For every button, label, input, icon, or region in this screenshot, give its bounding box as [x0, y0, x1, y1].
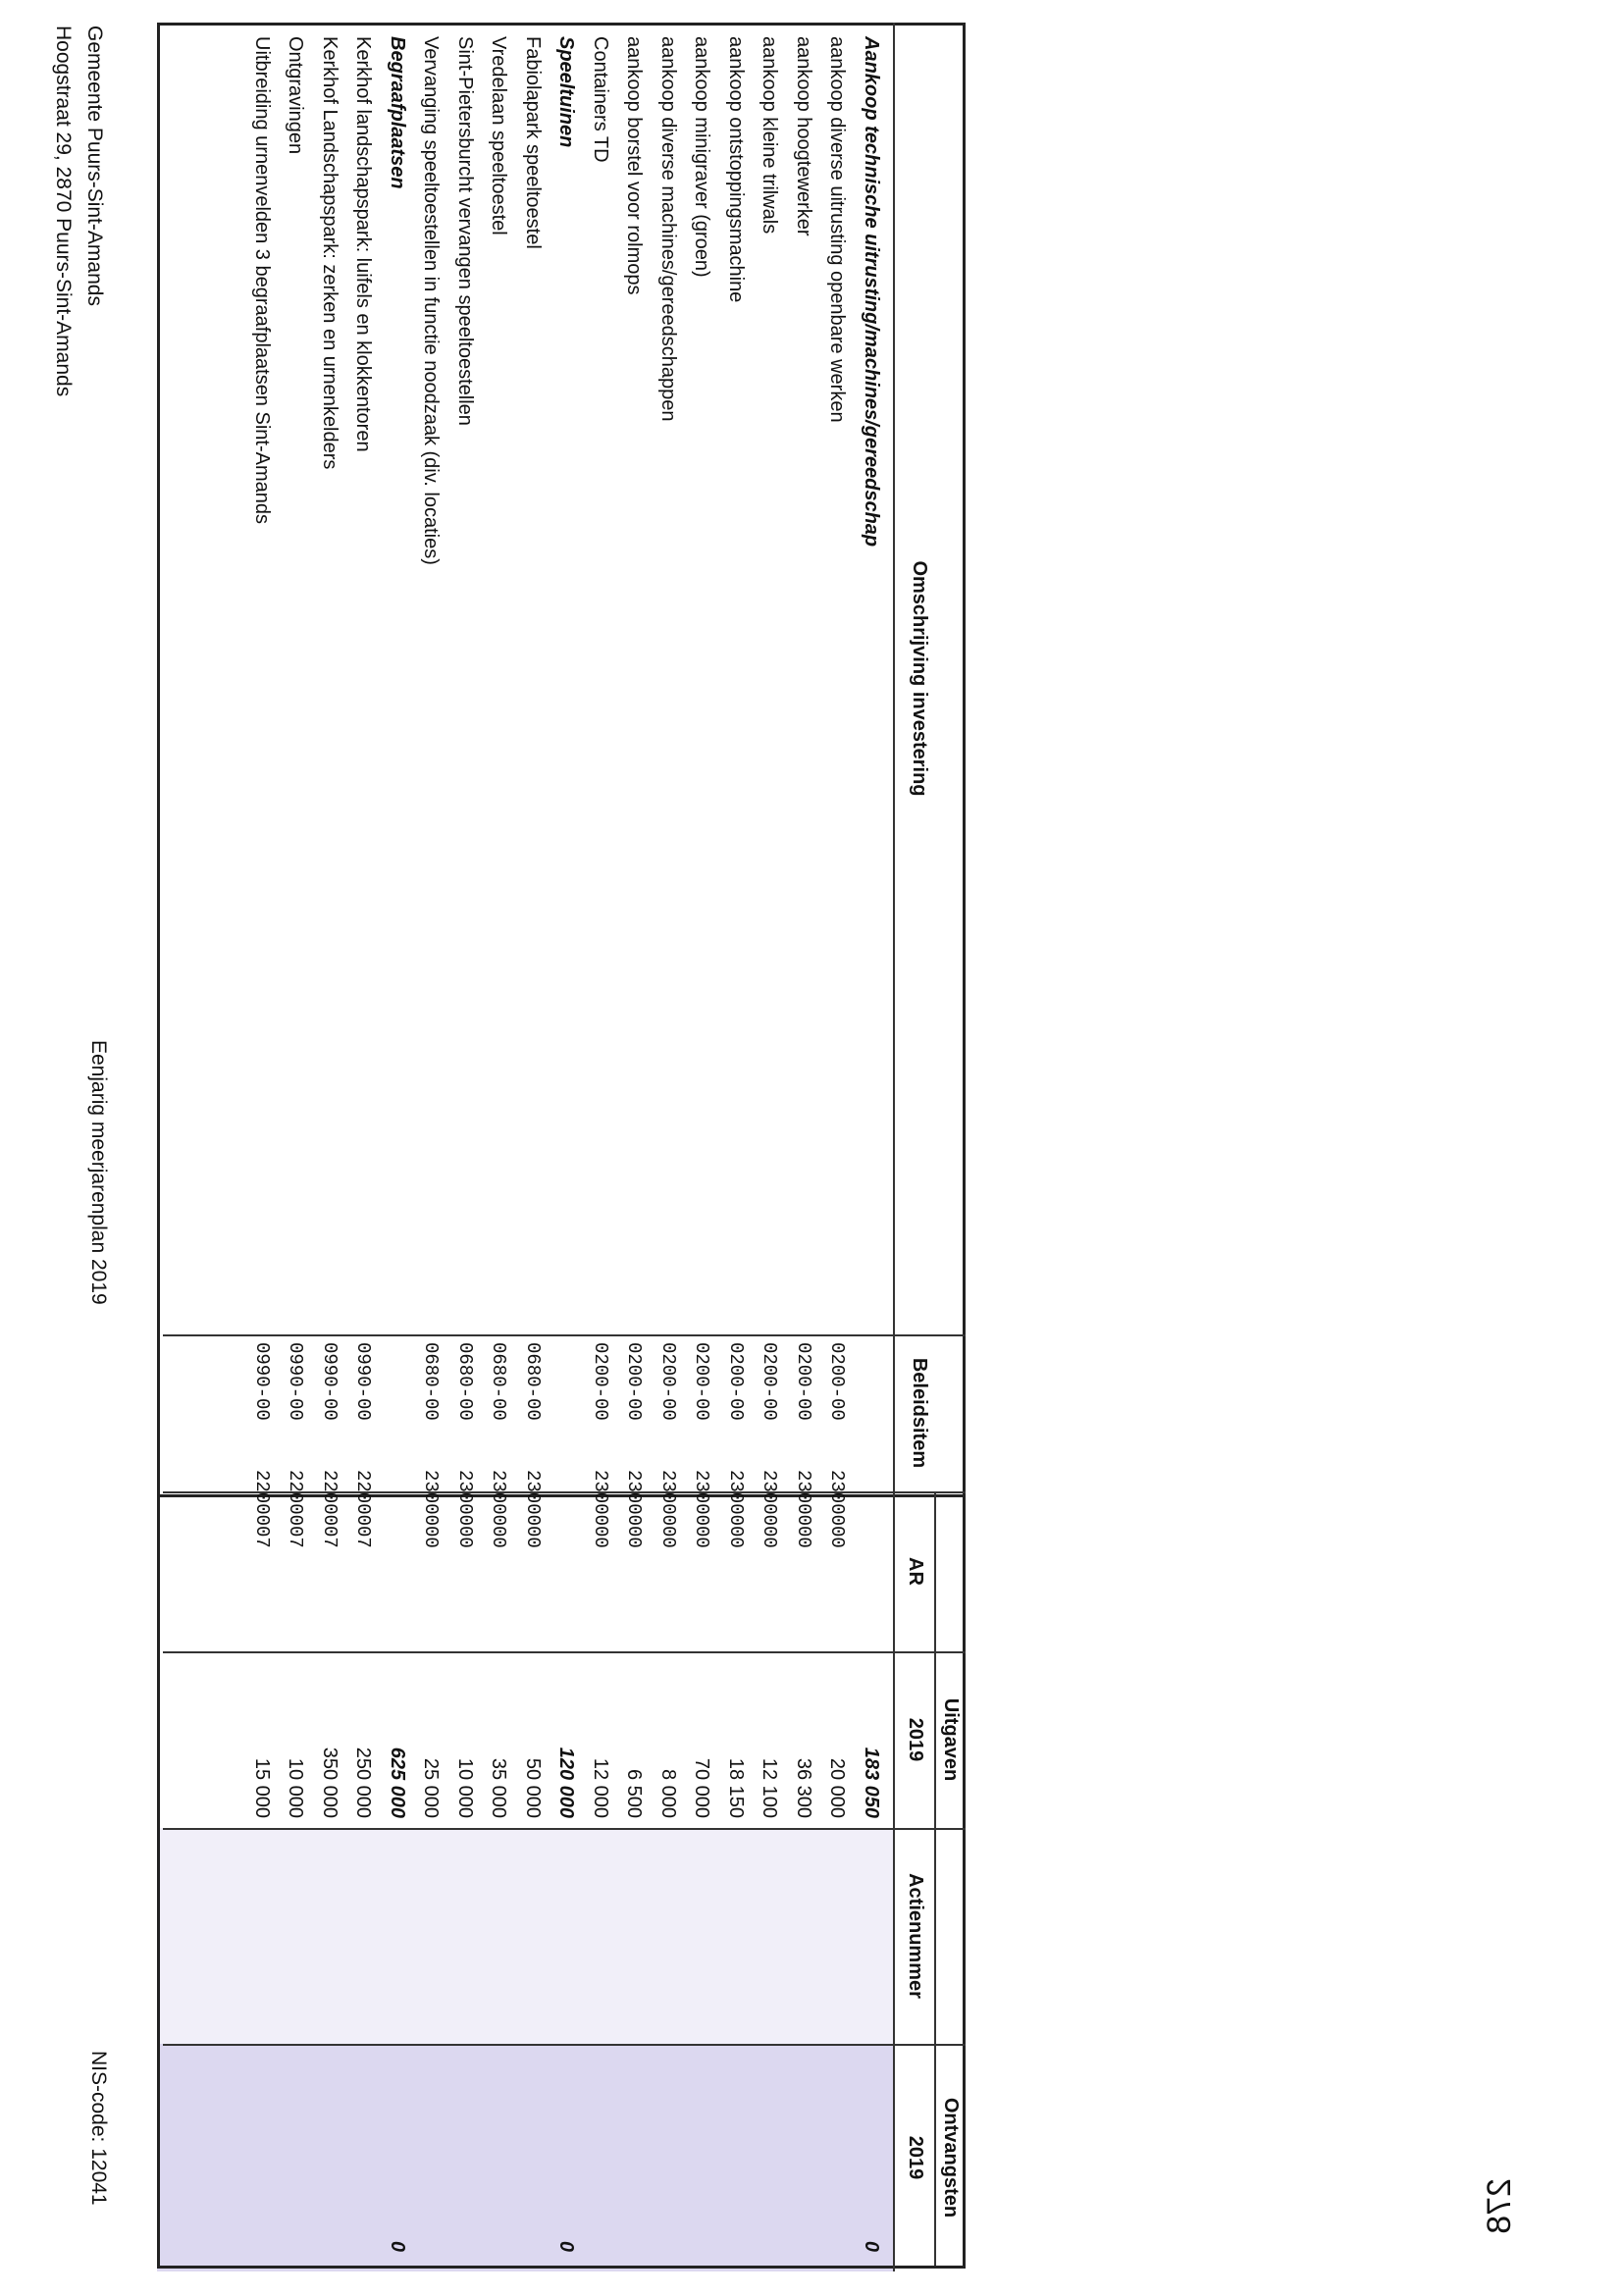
cell-description: aankoop minigraver (groen) [691, 36, 713, 278]
table-row [449, 23, 481, 2271]
cell-amount-2019: 250 000 [352, 1747, 375, 1818]
cell-beleidsitem: 0200-00 [826, 1342, 849, 1421]
cell-description: Vervanging speeltoestellen in functie noodzaak (div. locaties) [420, 36, 443, 565]
cell-amount-2019: 15 000 [251, 1757, 273, 1818]
cell-ar: 2300000 [488, 1470, 510, 1548]
cell-beleidsitem: 0200-00 [793, 1342, 814, 1421]
cell-beleidsitem: 0200-00 [759, 1342, 781, 1421]
header-ontvangsten-year: 2019 [905, 2135, 926, 2180]
cell-description: Aankoop technische uitrusting/machines/gereedschap [861, 36, 882, 548]
header-uitgaven-year: 2019 [905, 1717, 926, 1762]
table-row [517, 23, 549, 2271]
table-row [348, 23, 380, 2271]
cell-description: Ontgravingen [285, 36, 307, 155]
cell-description: aankoop borstel voor rolmops [623, 36, 646, 295]
cell-beleidsitem: 0680-00 [488, 1342, 510, 1421]
cell-description: aankoop diverse uitrusting openbare werken [826, 36, 849, 423]
cell-description: Fabiolapark speeltoestel [522, 36, 544, 249]
cell-ar: 2300000 [454, 1470, 476, 1548]
table-row [585, 23, 616, 2271]
investment-table [157, 23, 966, 2271]
cell-amount-2019: 35 000 [488, 1757, 510, 1818]
cell-amount-2019: 350 000 [319, 1747, 340, 1818]
cell-beleidsitem: 0990-00 [352, 1342, 375, 1421]
cell-beleidsitem: 0200-00 [590, 1342, 611, 1421]
cell-beleidsitem: 0680-00 [454, 1342, 476, 1421]
header-beleidsitem: Beleidsitem [909, 1357, 930, 1469]
cell-amount-2019: 625 000 [387, 1747, 408, 1818]
cell-amount-2019: 50 000 [522, 1757, 544, 1818]
category-row [856, 23, 887, 2271]
cell-ontvangsten-2019: 0 [387, 2240, 408, 2252]
cell-amount-2019: 10 000 [285, 1757, 307, 1818]
cell-ar: 2300000 [725, 1470, 747, 1548]
cell-ar: 2300000 [759, 1470, 781, 1548]
cell-description: aankoop diverse machines/gereedschappen [657, 36, 679, 422]
cell-beleidsitem: 0200-00 [657, 1342, 679, 1421]
cell-beleidsitem: 0990-00 [251, 1342, 273, 1421]
header-uitgaven: Uitgaven [940, 1697, 962, 1782]
table-row [755, 23, 786, 2271]
cell-ar: 2200007 [319, 1470, 340, 1548]
footer-document-title: Eenjarig meerjarenplan 2019 [87, 1040, 110, 1305]
cell-description: Uitbreiding urnenvelden 3 begraafplaatsen Sint-Amands [251, 36, 273, 524]
cell-description: Begraafplaatsen [387, 36, 408, 189]
table-row [720, 23, 752, 2271]
cell-amount-2019: 8 000 [657, 1768, 679, 1818]
cell-ar: 2300000 [826, 1470, 849, 1548]
cell-amount-2019: 20 000 [826, 1757, 849, 1818]
cell-ar: 2300000 [420, 1470, 443, 1548]
table-row [653, 23, 684, 2271]
cell-description: aankoop hoogtewerker [793, 36, 814, 236]
cell-description: Vredelaan speeltoestel [488, 36, 510, 235]
table-row [788, 23, 819, 2271]
header-description: Omschrijving investering [909, 560, 930, 797]
cell-description: aankoop ontstoppingsmachine [725, 36, 747, 303]
cell-beleidsitem: 0200-00 [691, 1342, 713, 1421]
page-number: 278 [1481, 2178, 1518, 2234]
footer-nis-code: NIS-code: 12041 [87, 2051, 110, 2206]
table-row [822, 23, 854, 2271]
header-bottom-line [893, 23, 895, 2271]
cell-amount-2019: 12 000 [590, 1757, 611, 1818]
table-row [416, 23, 447, 2271]
cell-beleidsitem: 0200-00 [623, 1342, 646, 1421]
cell-ar: 2300000 [623, 1470, 646, 1548]
footer-address [47, 26, 110, 396]
cell-description: aankoop kleine trilwals [759, 36, 781, 235]
cell-ontvangsten-2019: 0 [555, 2240, 578, 2252]
cell-description: Sint-Pietersburcht vervangen speeltoestellen [454, 36, 476, 426]
cell-beleidsitem: 0200-00 [725, 1342, 747, 1421]
table-row [281, 23, 312, 2271]
cell-beleidsitem: 0990-00 [285, 1342, 307, 1421]
cell-ontvangsten-2019: 0 [861, 2240, 882, 2252]
cell-beleidsitem: 0680-00 [522, 1342, 544, 1421]
cell-ar: 2200007 [251, 1470, 273, 1548]
header-ar: AR [905, 1557, 926, 1586]
cell-ar: 2300000 [793, 1470, 814, 1548]
cell-ar: 2300000 [590, 1470, 611, 1548]
cell-amount-2019: 36 300 [793, 1757, 814, 1818]
table-row [314, 23, 345, 2271]
cell-amount-2019: 70 000 [691, 1757, 713, 1818]
cell-beleidsitem: 0680-00 [420, 1342, 443, 1421]
cell-ar: 2300000 [522, 1470, 544, 1548]
cell-amount-2019: 183 050 [861, 1747, 882, 1818]
category-row [382, 23, 413, 2271]
cell-ar: 2300000 [691, 1470, 713, 1548]
header-ontvangsten: Ontvangsten [940, 2097, 962, 2218]
cell-amount-2019: 120 000 [555, 1747, 578, 1818]
cell-description: Kerkhof Landschapspark: zerken en urnenkelders [319, 36, 340, 470]
footer-municipality: Gemeente Puurs-Sint-Amands [83, 26, 106, 306]
cell-ar: 2300000 [657, 1470, 679, 1548]
cell-description: Speeltuinen [555, 36, 578, 148]
cell-ar: 2200007 [285, 1470, 307, 1548]
table-row [687, 23, 718, 2271]
cell-amount-2019: 10 000 [454, 1757, 476, 1818]
cell-amount-2019: 25 000 [420, 1757, 443, 1818]
cell-amount-2019: 6 500 [623, 1768, 646, 1818]
table-row [619, 23, 651, 2271]
cell-beleidsitem: 0990-00 [319, 1342, 340, 1421]
category-row [551, 23, 583, 2271]
table-row [484, 23, 515, 2271]
footer-street: Hoogstraat 29, 2870 Puurs-Sint-Amands [52, 26, 75, 397]
group-header-line [934, 1491, 936, 2266]
cell-amount-2019: 12 100 [759, 1757, 781, 1818]
cell-amount-2019: 18 150 [725, 1757, 747, 1818]
header-actienummer: Actienummer [905, 1873, 926, 1999]
cell-ar: 2200007 [352, 1470, 375, 1548]
cell-description: Containers TD [590, 36, 611, 163]
table-row [246, 23, 278, 2271]
cell-description: Kerkhof landschapspark: luifels en klokkentoren [352, 36, 375, 452]
